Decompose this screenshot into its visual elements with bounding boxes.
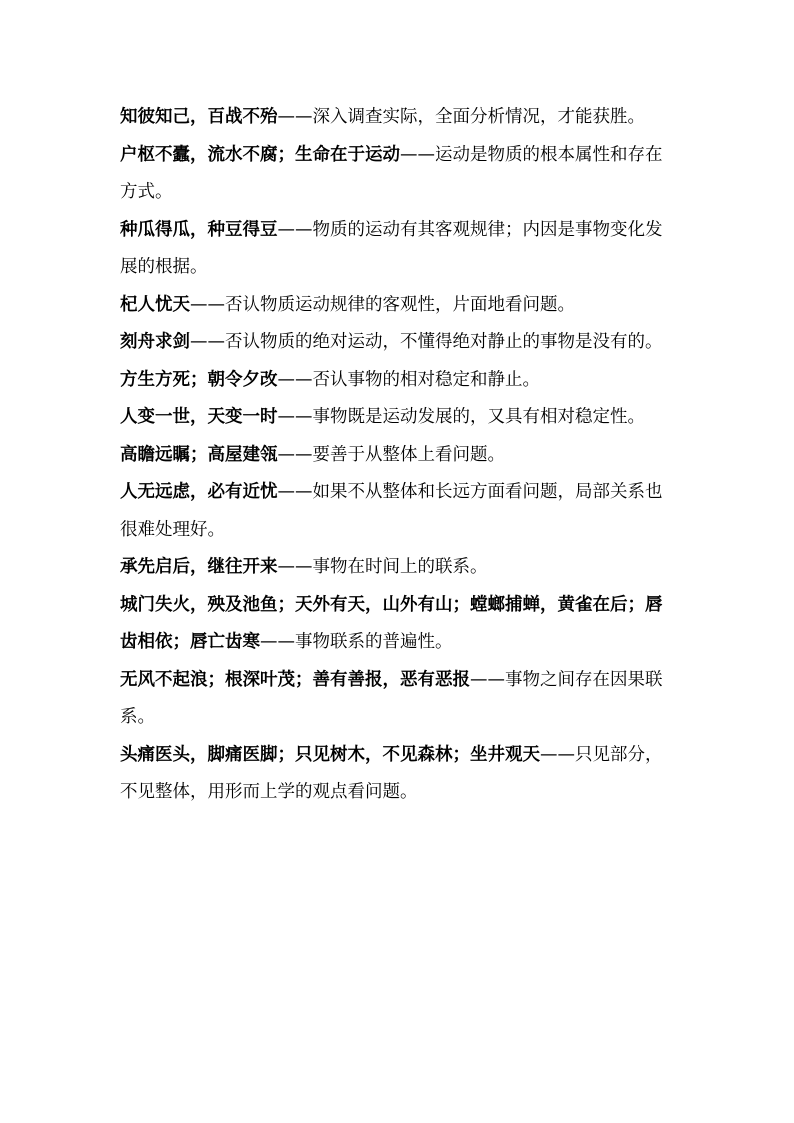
idiom-explanation: ——事物既是运动发展的，又具有相对稳定性。 <box>277 407 645 427</box>
idiom-term: 人变一世，天变一时 <box>120 407 278 427</box>
idiom-explanation: ——事物联系的普遍性。 <box>260 632 453 652</box>
idiom-term: 头痛医头，脚痛医脚；只见树木，不见森林；坐井观天 <box>120 744 540 765</box>
idiom-term: 无风不起浪；根深叶茂；善有善报，恶有恶报 <box>120 669 470 690</box>
idiom-entry <box>120 737 675 812</box>
idiom-entry <box>120 137 675 212</box>
idiom-term: 种瓜得瓜，种豆得豆 <box>120 219 278 240</box>
idiom-term: 高瞻远瞩；高屋建瓴 <box>120 444 278 465</box>
idiom-explanation: ——事物之间存在因果联系。 <box>120 669 663 727</box>
idiom-entry <box>120 587 675 662</box>
idiom-entry <box>120 549 675 587</box>
idiom-explanation: ——否认物质运动规律的客观性，片面地看问题。 <box>190 294 575 315</box>
document-body <box>120 99 675 812</box>
idiom-term: 承先启后，继往开来 <box>120 557 278 577</box>
idiom-entry <box>120 399 675 437</box>
idiom-explanation: ——要善于从整体上看问题。 <box>277 444 505 465</box>
idiom-entry <box>120 212 675 287</box>
idiom-term: 方生方死；朝令夕改 <box>120 369 278 390</box>
idiom-entry <box>120 662 675 737</box>
idiom-entry <box>120 362 675 400</box>
idiom-explanation: ——事物在时间上的联系。 <box>277 557 488 577</box>
idiom-entry <box>120 99 675 137</box>
idiom-term: 人无远虑，必有近忧 <box>120 482 278 502</box>
idiom-term: 刻舟求剑 <box>120 332 190 352</box>
idiom-term: 知彼知己，百战不殆 <box>120 107 278 127</box>
idiom-explanation: ——运动是物质的根本属性和存在方式。 <box>120 144 663 202</box>
idiom-explanation: ——深入调查实际，全面分析情况，才能获胜。 <box>277 107 645 127</box>
idiom-term: 户枢不蠹，流水不腐；生命在于运动 <box>120 144 400 165</box>
idiom-term: 杞人忧天 <box>120 294 190 315</box>
idiom-entry <box>120 287 675 325</box>
idiom-explanation: ——如果不从整体和长远方面看问题，局部关系也很难处理好。 <box>120 482 663 540</box>
idiom-entry <box>120 324 675 362</box>
idiom-explanation: ——否认物质的绝对运动，不懂得绝对静止的事物是没有的。 <box>190 332 663 352</box>
idiom-explanation: ——物质的运动有其客观规律；内因是事物变化发展的根据。 <box>120 219 663 277</box>
idiom-explanation: ——否认事物的相对稳定和静止。 <box>277 369 540 390</box>
idiom-term: 城门失火，殃及池鱼；天外有天，山外有山；螳螂捕蝉，黄雀在后；唇齿相依；唇亡齿寒 <box>120 594 663 652</box>
idiom-entry <box>120 474 675 549</box>
idiom-explanation: ——只见部分，不见整体，用形而上学的观点看问题。 <box>120 744 663 802</box>
idiom-entry <box>120 437 675 475</box>
